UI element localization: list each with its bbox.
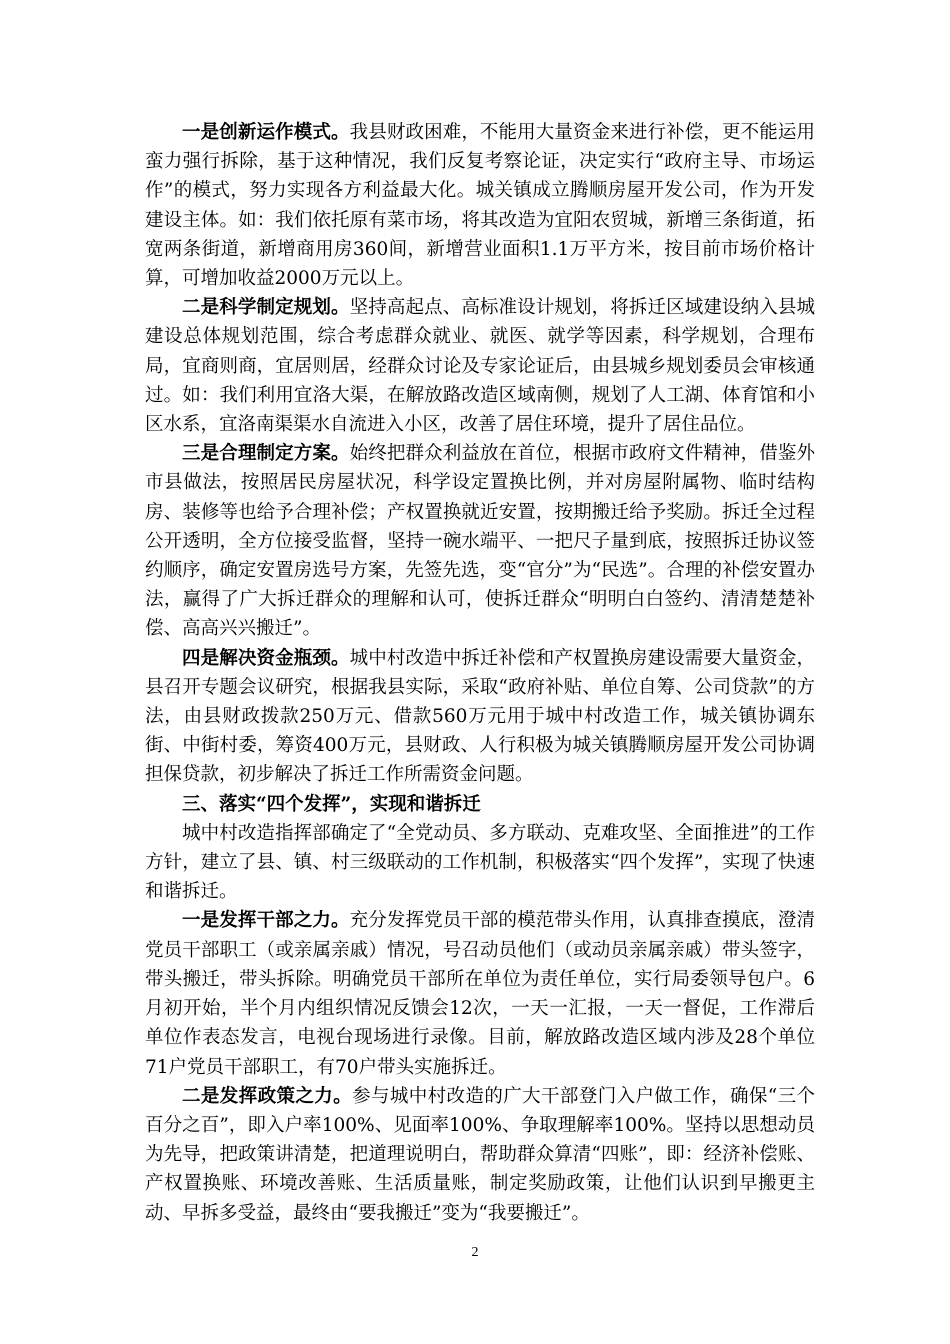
paragraph-lead: 一是创新运作模式。: [182, 122, 350, 143]
paragraph-5: [145, 819, 815, 907]
paragraph-lead: 二是发挥政策之力。: [182, 1085, 353, 1107]
section-heading: [145, 790, 815, 819]
paragraph-2: [145, 293, 815, 439]
page-number: 2: [471, 1245, 479, 1260]
paragraph-lead: 一是发挥干部之力。: [182, 910, 350, 932]
paragraph-text: 城中村改造中拆迁补偿和产权置换房建设需要大量资金，县召开专题会议研究，根据我县实际，采取“政府补贴、单位自筹、公司贷款”的方法，由县财政拨款250万元、借款560万元用于城中村改造工作，城关镇协调东街、中街村委，筹资400万元，县财政、人行积极为城关镇腾顺房屋开发公司协调担保贷款，初步解决了拆迁工作所需资金问题。: [145, 647, 815, 786]
paragraph-lead: 四是解决资金瓶颈。: [182, 647, 350, 669]
document-body: [145, 118, 815, 1228]
paragraph-6: [145, 906, 815, 1081]
paragraph-3: [145, 439, 815, 643]
paragraph-7: [145, 1082, 815, 1228]
paragraph-text: 充分发挥党员干部的模范带头作用，认真排查摸底，澄清党员干部职工（或亲属亲戚）情况，号召动员他们（或动员亲属亲戚）带头签字，带头搬迁，带头拆除。明确党员干部所在单位为责任单位，实行局委领导包户。6月初开始，半个月内组织情况反馈会12次，一天一汇报，一天一督促，工作滞后单位作表态发言，电视台现场进行录像。目前，解放路改造区域内涉及28个单位71户党员干部职工，有70户带头实施拆迁。: [145, 910, 815, 1078]
paragraph-text: 参与城中村改造的广大干部登门入户做工作，确保“三个百分之百”，即入户率100%、见面率100%、争取理解率100%。坚持以思想动员为先导，把政策讲清楚，把道理说明白，帮助群众算清“四账”，即：经济补偿账、产权置换账、环境改善账、生活质量账，制定奖励政策，让他们认识到早搬更主动、早拆多受益，最终由“要我搬迁”变为“我要搬迁”。: [145, 1085, 815, 1224]
paragraph-4: [145, 644, 815, 790]
paragraph-text: 我县财政困难，不能用大量资金来进行补偿，更不能运用蛮力强行拆除，基于这种情况，我们反复考察论证，决定实行“政府主导、市场运作”的模式，努力实现各方利益最大化。城关镇成立腾顺房屋开发公司，作为开发建设主体。如：我们依托原有菜市场，将其改造为宜阳农贸城，新增三条街道，拓宽两条街道，新增商用房360间，新增营业面积1.1万平方米，按目前市场价格计算，可增加收益2000万元以上。: [145, 122, 815, 290]
paragraph-1: [145, 118, 815, 293]
paragraph-lead: 三是合理制定方案。: [182, 443, 350, 465]
paragraph-lead: 二是科学制定规划。: [182, 297, 350, 319]
paragraph-text: 城中村改造指挥部确定了“全党动员、多方联动、克难攻坚、全面推进”的工作方针，建立了县、镇、村三级联动的工作机制，积极落实“四个发挥”，实现了快速和谐拆迁。: [145, 822, 815, 903]
paragraph-text: 始终把群众利益放在首位，根据市政府文件精神，借鉴外市县做法，按照居民房屋状况，科学设定置换比例，并对房屋附属物、临时结构房、装修等也给予合理补偿；产权置换就近安置，按期搬迁给予奖励。拆迁全过程公开透明，全方位接受监督，坚持一碗水端平、一把尺子量到底，按照拆迁协议签约顺序，确定安置房选号方案，先签先选，变“官分”为“民选”。合理的补偿安置办法，赢得了广大拆迁群众的理解和认可，使拆迁群众“明明白白签约、清清楚楚补偿、高高兴兴搬迁”。: [145, 443, 815, 640]
section-heading-text: 三、落实“四个发挥”，实现和谐拆迁: [182, 793, 481, 815]
paragraph-text: 坚持高起点、高标准设计规划，将拆迁区域建设纳入县城建设总体规划范围，综合考虑群众就业、就医、就学等因素，科学规划，合理布局，宜商则商，宜居则居，经群众讨论及专家论证后，由县城乡规划委员会审核通过。如：我们利用宜洛大渠，在解放路改造区域南侧，规划了人工湖、体育馆和小区水系，宜洛南渠渠水自流进入小区，改善了居住环境，提升了居住品位。: [145, 297, 815, 436]
